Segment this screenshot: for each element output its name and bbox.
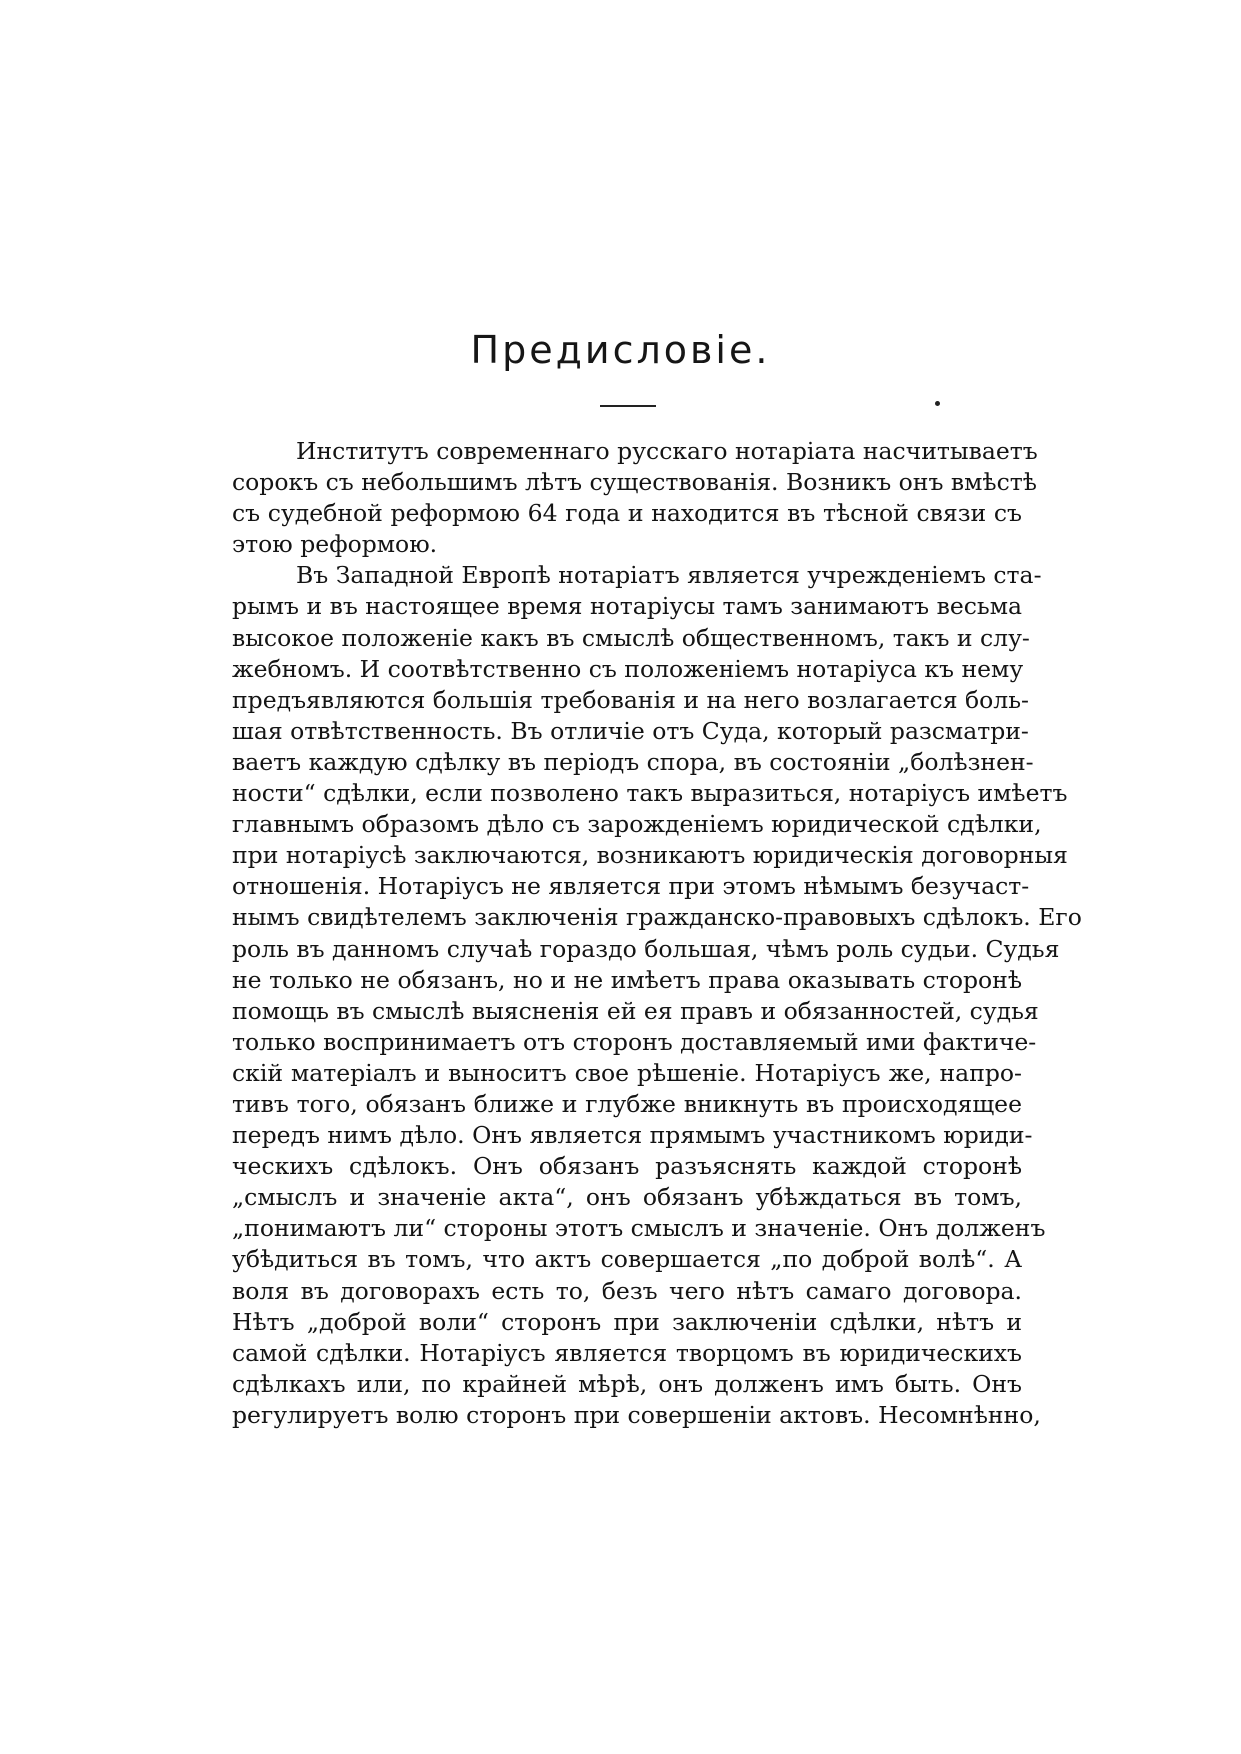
text-line: воля въ договорахъ есть то, безъ чего нѣтъ самаго договора. — [232, 1276, 1022, 1305]
paragraph — [232, 436, 1038, 560]
body-text — [232, 436, 1082, 1431]
text-line: регулируетъ волю сторонъ при совершеніи актовъ. Несомнѣнно, — [232, 1400, 1041, 1429]
print-speck — [935, 401, 940, 406]
page-title: Предисловіе. — [470, 328, 771, 372]
text-line: помощь въ смыслѣ выясненія ей ея правъ и обязанностей, судья — [232, 996, 1039, 1025]
text-line: нымъ свидѣтелемъ заключенія гражданско-правовыхъ сдѣлокъ. Его — [232, 903, 1082, 932]
paragraph — [232, 560, 1082, 1431]
text-line: „смыслъ и значеніе акта“, онъ обязанъ убѣждаться въ томъ, — [232, 1183, 1022, 1212]
text-line: рымъ и въ настоящее время нотаріусы тамъ занимаютъ весьма — [232, 592, 1022, 621]
text-line: сдѣлкахъ или, по крайней мѣрѣ, онъ долженъ имъ быть. Онъ — [232, 1369, 1022, 1398]
text-line: отношенія. Нотаріусъ не является при этомъ нѣмымъ безучаст- — [232, 872, 1030, 901]
text-line: ности“ сдѣлки, если позволено такъ выразиться, нотаріусъ имѣетъ — [232, 779, 1068, 808]
text-line: Въ Западной Европѣ нотаріатъ является учрежденіемъ ста- — [296, 561, 1042, 590]
text-line: передъ нимъ дѣло. Онъ является прямымъ участникомъ юриди- — [232, 1121, 1033, 1150]
text-line: только воспринимаетъ отъ сторонъ доставляемый ими фактиче- — [232, 1027, 1037, 1056]
text-line: сорокъ съ небольшимъ лѣтъ существованія. Возникъ онъ вмѣстѣ — [232, 468, 1037, 497]
text-line: тивъ того, обязанъ ближе и глубже вникнуть въ происходящее — [232, 1089, 1022, 1118]
text-line: Нѣтъ „доброй воли“ сторонъ при заключеніи сдѣлки, нѣтъ и — [232, 1307, 1022, 1336]
text-line: скій матеріалъ и выноситъ свое рѣшеніе. Нотаріусъ же, напро- — [232, 1058, 1022, 1087]
text-line: самой сдѣлки. Нотаріусъ является творцомъ въ юридическихъ — [232, 1338, 1022, 1367]
text-line: главнымъ образомъ дѣло съ зарожденіемъ юридической сдѣлки, — [232, 810, 1042, 839]
text-line: „понимаютъ ли“ стороны этотъ смыслъ и значеніе. Онъ долженъ — [232, 1214, 1046, 1243]
text-line: шая отвѣтственность. Въ отличіе отъ Суда, который разсматри- — [232, 716, 1029, 745]
text-line: ческихъ сдѣлокъ. Онъ обязанъ разъяснять каждой сторонѣ — [232, 1152, 1022, 1181]
text-line: убѣдиться въ томъ, что актъ совершается „по доброй волѣ“. А — [232, 1245, 1022, 1274]
text-line: роль въ данномъ случаѣ гораздо большая, чѣмъ роль судьи. Судья — [232, 934, 1060, 963]
text-line: предъявляются большія требованія и на него возлагается боль- — [232, 685, 1029, 714]
text-line: этою реформою. — [232, 530, 438, 559]
text-line: ваетъ каждую сдѣлку въ періодъ спора, въ состояніи „болѣзнен- — [232, 747, 1034, 776]
text-line: съ судебной реформою 64 года и находится въ тѣсной связи съ — [232, 499, 1022, 528]
text-line: высокое положеніе какъ въ смыслѣ общественномъ, такъ и слу- — [232, 623, 1030, 652]
text-line: жебномъ. И соотвѣтственно съ положеніемъ нотаріуса къ нему — [232, 654, 1024, 683]
text-line: при нотаріусѣ заключаются, возникаютъ юридическія договорныя — [232, 841, 1068, 870]
text-line: не только не обязанъ, но и не имѣетъ права оказывать сторонѣ — [232, 965, 1022, 994]
title-rule — [600, 405, 656, 407]
text-line: Институтъ современнаго русскаго нотаріата насчитываетъ — [296, 437, 1038, 465]
